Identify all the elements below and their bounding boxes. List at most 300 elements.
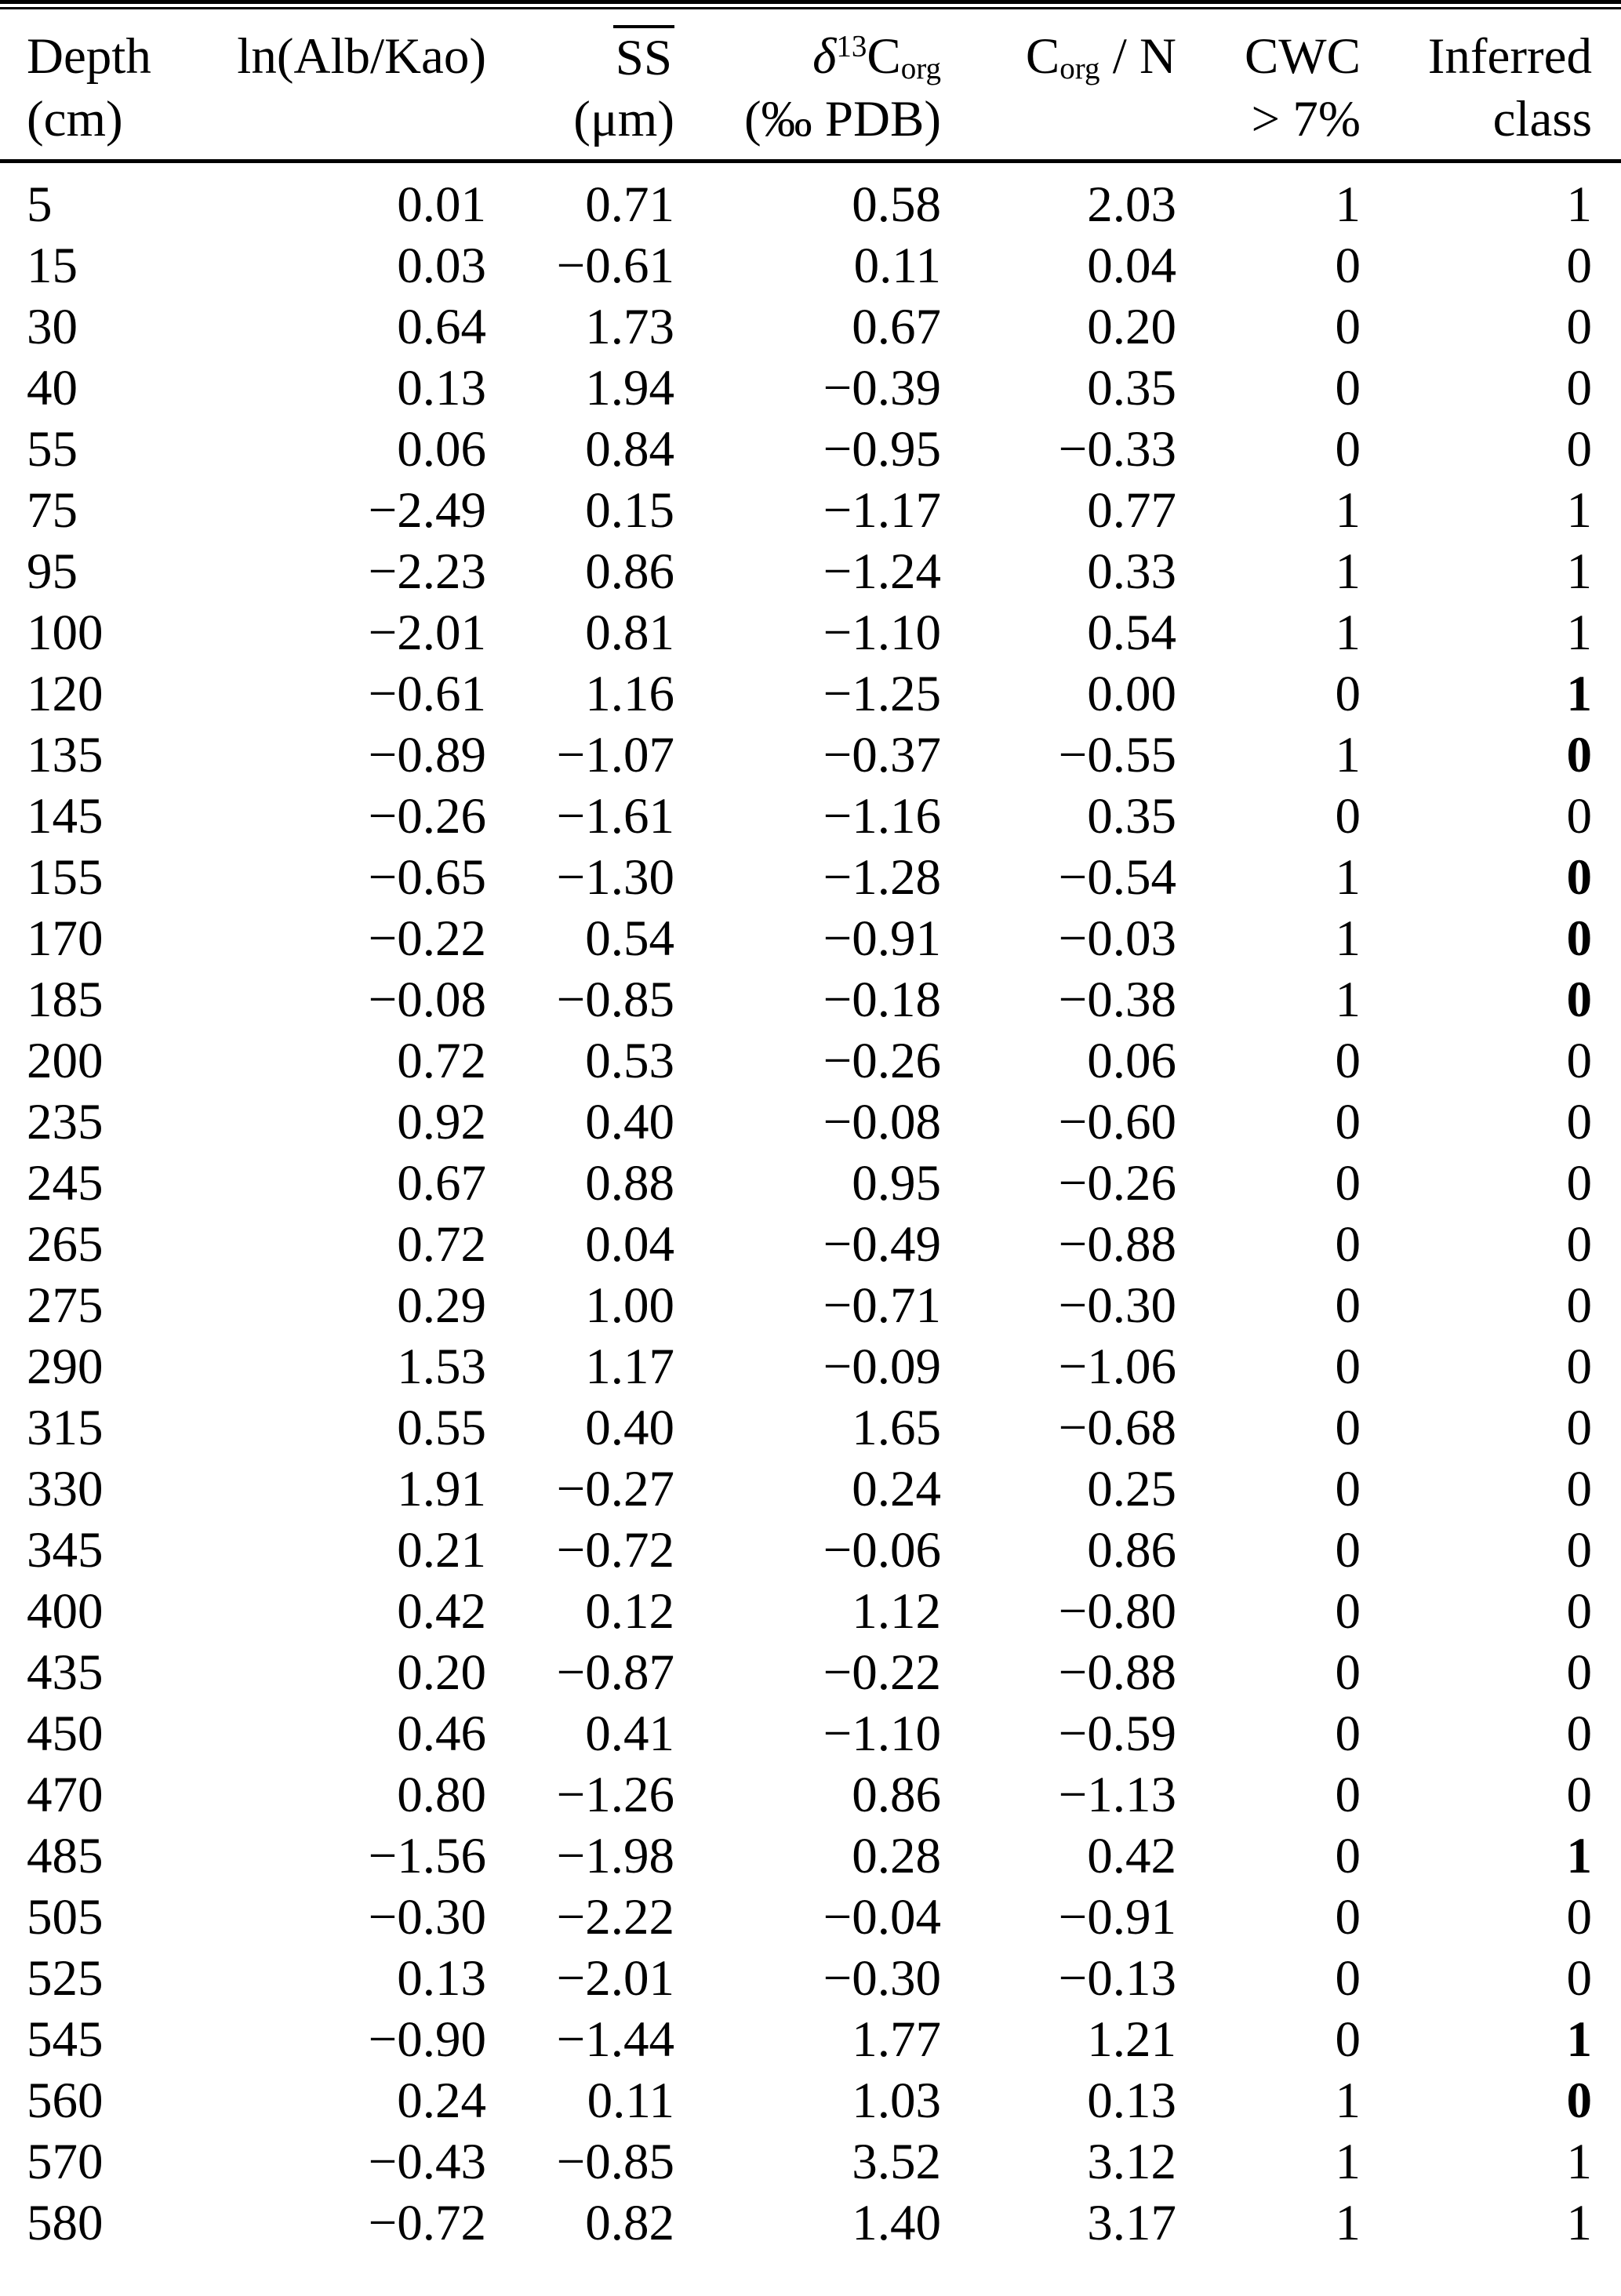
cell-cwc: 1	[1335, 482, 1361, 539]
cell-inferred: 1	[1566, 1828, 1592, 1884]
cell-ln-alb-kao: 0.92	[397, 1094, 486, 1150]
cell-corg-n: −1.06	[1058, 1339, 1176, 1395]
cell-d13corg: 0.95	[852, 1155, 941, 1212]
cell-inferred: 0	[1566, 1400, 1592, 1456]
cell-d13corg: −0.39	[823, 360, 941, 416]
cell-depth: 185	[27, 972, 104, 1028]
cell-inferred: 0	[1566, 1461, 1592, 1517]
cell-cwc: 1	[1335, 543, 1361, 600]
column-header-mean-ss	[486, 9, 674, 162]
cell-d13corg: 0.11	[853, 238, 941, 294]
table-row	[0, 663, 1621, 725]
cell-depth: 200	[27, 1033, 104, 1089]
corgn-base: C	[1025, 28, 1060, 85]
cell-d13corg: 0.28	[852, 1828, 941, 1884]
cell-ln-alb-kao: −0.89	[368, 727, 486, 783]
cell-depth: 170	[27, 910, 104, 967]
cell-depth: 75	[27, 482, 78, 539]
cell-corg-n: 0.06	[1087, 1033, 1176, 1089]
cell-d13corg: −0.91	[823, 910, 941, 967]
cell-depth: 155	[27, 849, 104, 906]
table-row	[0, 1948, 1621, 2009]
corgn-rest: / N	[1099, 28, 1176, 85]
cell-corg-n: 0.20	[1087, 299, 1176, 355]
cell-d13corg: 3.52	[852, 2134, 941, 2190]
cell-ln-alb-kao: −0.26	[368, 788, 486, 845]
cell-corg-n: −0.88	[1058, 1216, 1176, 1273]
cell-ss: 0.82	[585, 2195, 674, 2251]
d13c-subscript: org	[900, 52, 941, 86]
cell-ln-alb-kao: 0.24	[397, 2073, 486, 2129]
header-ln-line2	[157, 88, 486, 151]
cell-ln-alb-kao: −0.72	[368, 2195, 486, 2251]
cell-ss: −1.26	[556, 1767, 674, 1823]
cell-d13corg: −0.95	[823, 421, 941, 478]
cell-d13corg: −0.30	[823, 1950, 941, 2007]
cell-corg-n: 0.35	[1087, 788, 1176, 845]
cell-inferred: 0	[1566, 238, 1592, 294]
cell-depth: 525	[27, 1950, 104, 2007]
cell-ln-alb-kao: 0.29	[397, 1277, 486, 1334]
table-row	[0, 235, 1621, 296]
ss-overline: SS	[613, 25, 674, 85]
cell-inferred: 0	[1566, 421, 1592, 478]
cell-cwc: 0	[1335, 1767, 1361, 1823]
table-body	[0, 162, 1621, 2254]
cell-ss: 1.73	[585, 299, 674, 355]
cell-corg-n: 0.86	[1087, 1522, 1176, 1578]
table-row	[0, 1214, 1621, 1275]
cell-inferred: 0	[1566, 788, 1592, 845]
cell-corg-n: −0.54	[1058, 849, 1176, 906]
cell-cwc: 1	[1335, 849, 1361, 906]
cell-corg-n: −0.68	[1058, 1400, 1176, 1456]
cell-inferred: 0	[1566, 910, 1592, 967]
delta-symbol: δ	[812, 28, 837, 85]
header-inferred-line1: Inferred	[1427, 28, 1592, 85]
cell-cwc: 0	[1335, 1950, 1361, 2007]
cell-d13corg: 1.40	[852, 2195, 941, 2251]
cell-depth: 265	[27, 1216, 104, 1273]
cell-ss: −0.87	[556, 1644, 674, 1701]
header-ln-line1: ln(Alb/Kao)	[237, 28, 486, 85]
cell-ss: −1.61	[556, 788, 674, 845]
cell-ss: 0.11	[587, 2073, 674, 2129]
table-row	[0, 1642, 1621, 1703]
cell-corg-n: −0.30	[1058, 1277, 1176, 1334]
cell-ln-alb-kao: 0.42	[397, 1583, 486, 1640]
cell-ss: 0.84	[585, 421, 674, 478]
cell-inferred: 0	[1566, 727, 1592, 783]
cell-depth: 570	[27, 2134, 104, 2190]
cell-ln-alb-kao: −0.43	[368, 2134, 486, 2190]
cell-cwc: 1	[1335, 176, 1361, 233]
cell-depth: 135	[27, 727, 104, 783]
cell-depth: 580	[27, 2195, 104, 2251]
cell-corg-n: −0.03	[1058, 910, 1176, 967]
cell-d13corg: 1.77	[852, 2011, 941, 2068]
cell-corg-n: −0.59	[1058, 1706, 1176, 1762]
cell-ln-alb-kao: −0.22	[368, 910, 486, 967]
cell-cwc: 0	[1335, 1216, 1361, 1273]
corgn-subscript: org	[1059, 52, 1100, 86]
cell-inferred: 0	[1566, 849, 1592, 906]
header-d13c-line2: (‰ PDB)	[744, 91, 941, 147]
cell-ln-alb-kao: 0.06	[397, 421, 486, 478]
data-table	[0, 9, 1621, 2254]
cell-ss: 1.17	[585, 1339, 674, 1395]
cell-d13corg: −0.18	[823, 972, 941, 1028]
cell-cwc: 0	[1335, 1400, 1361, 1456]
cell-ss: 0.86	[585, 543, 674, 600]
cell-corg-n: −1.13	[1058, 1767, 1176, 1823]
table-row	[0, 2192, 1621, 2254]
cell-depth: 55	[27, 421, 78, 478]
column-header-depth	[0, 9, 157, 162]
cell-ln-alb-kao: −2.23	[368, 543, 486, 600]
header-cwc-line1: CWC	[1244, 28, 1361, 85]
cell-depth: 345	[27, 1522, 104, 1578]
table-row	[0, 1397, 1621, 1459]
cell-corg-n: −0.91	[1058, 1889, 1176, 1945]
cell-ss: 0.04	[585, 1216, 674, 1273]
cell-corg-n: −0.38	[1058, 972, 1176, 1028]
table-row	[0, 2070, 1621, 2131]
cell-depth: 120	[27, 666, 104, 722]
cell-inferred: 0	[1566, 1950, 1592, 2007]
header-cwc-line2: > 7%	[1251, 91, 1361, 147]
cell-cwc: 1	[1335, 2134, 1361, 2190]
table-row	[0, 162, 1621, 236]
column-header-d13corg	[674, 9, 941, 162]
cell-inferred: 0	[1566, 360, 1592, 416]
cell-ss: −1.44	[556, 2011, 674, 2068]
cell-d13corg: 1.65	[852, 1400, 941, 1456]
cell-depth: 560	[27, 2073, 104, 2129]
cell-ln-alb-kao: 1.53	[397, 1339, 486, 1395]
cell-cwc: 0	[1335, 788, 1361, 845]
cell-inferred: 0	[1566, 1767, 1592, 1823]
cell-d13corg: −0.09	[823, 1339, 941, 1395]
table-row	[0, 1520, 1621, 1581]
cell-inferred: 0	[1566, 2073, 1592, 2129]
table-row	[0, 419, 1621, 480]
cell-d13corg: −1.28	[823, 849, 941, 906]
cell-depth: 95	[27, 543, 78, 600]
table-row	[0, 1336, 1621, 1397]
cell-inferred: 0	[1566, 1216, 1592, 1273]
cell-ln-alb-kao: 0.13	[397, 1950, 486, 2007]
cell-ss: 0.40	[585, 1094, 674, 1150]
cell-corg-n: 0.54	[1087, 605, 1176, 661]
cell-ss: 1.94	[585, 360, 674, 416]
cell-depth: 235	[27, 1094, 104, 1150]
cell-ss: 0.71	[585, 176, 674, 233]
cell-depth: 145	[27, 788, 104, 845]
cell-inferred: 1	[1566, 2195, 1592, 2251]
cell-ss: −0.27	[556, 1461, 674, 1517]
cell-ss: −0.72	[556, 1522, 674, 1578]
cell-ss: −1.30	[556, 849, 674, 906]
top-rule	[0, 0, 1621, 9]
cell-inferred: 0	[1566, 1644, 1592, 1701]
cell-ss: −1.98	[556, 1828, 674, 1884]
cell-d13corg: −0.22	[823, 1644, 941, 1701]
cell-inferred: 0	[1566, 972, 1592, 1028]
table-row	[0, 969, 1621, 1030]
cell-depth: 100	[27, 605, 104, 661]
cell-ln-alb-kao: 0.13	[397, 360, 486, 416]
table-row	[0, 2131, 1621, 2192]
cell-ln-alb-kao: 1.91	[397, 1461, 486, 1517]
cell-ss: 0.40	[585, 1400, 674, 1456]
cell-ln-alb-kao: 0.01	[397, 176, 486, 233]
cell-cwc: 1	[1335, 605, 1361, 661]
cell-cwc: 1	[1335, 2073, 1361, 2129]
header-depth-line1: Depth	[27, 28, 151, 85]
header-row	[0, 9, 1621, 162]
cell-depth: 315	[27, 1400, 104, 1456]
header-corgn-line2	[941, 88, 1176, 151]
cell-inferred: 0	[1566, 1277, 1592, 1334]
cell-depth: 505	[27, 1889, 104, 1945]
cell-ss: 0.41	[585, 1706, 674, 1762]
cell-depth: 545	[27, 2011, 104, 2068]
cell-cwc: 0	[1335, 1155, 1361, 1212]
cell-cwc: 0	[1335, 1828, 1361, 1884]
cell-d13corg: 1.03	[852, 2073, 941, 2129]
table-row	[0, 786, 1621, 847]
cell-ln-alb-kao: −1.56	[368, 1828, 486, 1884]
cell-d13corg: −0.06	[823, 1522, 941, 1578]
cell-cwc: 0	[1335, 1583, 1361, 1640]
cell-ss: −0.85	[556, 972, 674, 1028]
cell-d13corg: 0.24	[852, 1461, 941, 1517]
table-row	[0, 1030, 1621, 1092]
cell-cwc: 0	[1335, 1339, 1361, 1395]
cell-d13corg: 0.58	[852, 176, 941, 233]
cell-d13corg: −0.71	[823, 1277, 941, 1334]
cell-cwc: 0	[1335, 1277, 1361, 1334]
cell-ln-alb-kao: 0.72	[397, 1216, 486, 1273]
cell-d13corg: −0.37	[823, 727, 941, 783]
cell-ss: 0.81	[585, 605, 674, 661]
column-header-inferred-class	[1361, 9, 1621, 162]
cell-corg-n: 0.00	[1087, 666, 1176, 722]
cell-d13corg: −1.10	[823, 605, 941, 661]
cell-ss: 1.16	[585, 666, 674, 722]
cell-depth: 40	[27, 360, 78, 416]
cell-inferred: 1	[1566, 176, 1592, 233]
cell-inferred: 1	[1566, 2134, 1592, 2190]
cell-ln-alb-kao: −0.65	[368, 849, 486, 906]
cell-ln-alb-kao: −0.61	[368, 666, 486, 722]
cell-inferred: 0	[1566, 1155, 1592, 1212]
cell-d13corg: −1.17	[823, 482, 941, 539]
cell-cwc: 0	[1335, 360, 1361, 416]
cell-ln-alb-kao: 0.46	[397, 1706, 486, 1762]
cell-ss: 0.54	[585, 910, 674, 967]
cell-ln-alb-kao: 0.80	[397, 1767, 486, 1823]
cell-d13corg: 1.12	[852, 1583, 941, 1640]
cell-depth: 5	[27, 176, 53, 233]
table-row	[0, 602, 1621, 663]
cell-depth: 485	[27, 1828, 104, 1884]
cell-d13corg: −0.04	[823, 1889, 941, 1945]
cell-cwc: 1	[1335, 2195, 1361, 2251]
cell-cwc: 0	[1335, 1094, 1361, 1150]
cell-ss: −2.01	[556, 1950, 674, 2007]
cell-corg-n: 0.35	[1087, 360, 1176, 416]
cell-cwc: 0	[1335, 1706, 1361, 1762]
cell-inferred: 0	[1566, 1583, 1592, 1640]
cell-depth: 290	[27, 1339, 104, 1395]
d13c-superscript: 13	[836, 29, 867, 64]
cell-inferred: 1	[1566, 605, 1592, 661]
column-header-ln-alb-kao	[157, 9, 486, 162]
table-row	[0, 1887, 1621, 1948]
cell-depth: 450	[27, 1706, 104, 1762]
cell-d13corg: −0.49	[823, 1216, 941, 1273]
table-row	[0, 847, 1621, 908]
cell-ss: 0.88	[585, 1155, 674, 1212]
bottom-spacer	[0, 2254, 1621, 2296]
cell-ss: −1.07	[556, 727, 674, 783]
cell-ln-alb-kao: −2.01	[368, 605, 486, 661]
cell-d13corg: 0.67	[852, 299, 941, 355]
cell-corg-n: −0.26	[1058, 1155, 1176, 1212]
cell-depth: 435	[27, 1644, 104, 1701]
cell-cwc: 0	[1335, 1522, 1361, 1578]
cell-ss: −2.22	[556, 1889, 674, 1945]
cell-inferred: 0	[1566, 1094, 1592, 1150]
cell-ln-alb-kao: 0.20	[397, 1644, 486, 1701]
cell-inferred: 0	[1566, 1339, 1592, 1395]
cell-depth: 470	[27, 1767, 104, 1823]
table-row	[0, 1275, 1621, 1336]
table-row	[0, 1153, 1621, 1214]
cell-ss: 0.12	[585, 1583, 674, 1640]
cell-ln-alb-kao: 0.67	[397, 1155, 486, 1212]
d13c-base: C	[867, 28, 901, 85]
cell-cwc: 1	[1335, 910, 1361, 967]
column-header-corg-n	[941, 9, 1176, 162]
cell-inferred: 1	[1566, 666, 1592, 722]
cell-ss: −0.61	[556, 238, 674, 294]
cell-depth: 15	[27, 238, 78, 294]
cell-ln-alb-kao: −0.30	[368, 1889, 486, 1945]
cell-ln-alb-kao: 0.03	[397, 238, 486, 294]
cell-cwc: 0	[1335, 238, 1361, 294]
cell-corg-n: 0.42	[1087, 1828, 1176, 1884]
cell-corg-n: 2.03	[1087, 176, 1176, 233]
cell-inferred: 0	[1566, 299, 1592, 355]
cell-ln-alb-kao: −0.90	[368, 2011, 486, 2068]
table-row	[0, 296, 1621, 358]
cell-cwc: 0	[1335, 1033, 1361, 1089]
column-header-cwc	[1176, 9, 1361, 162]
cell-d13corg: −1.10	[823, 1706, 941, 1762]
cell-ln-alb-kao: 0.21	[397, 1522, 486, 1578]
table-row	[0, 1703, 1621, 1764]
cell-cwc: 1	[1335, 972, 1361, 1028]
cell-depth: 275	[27, 1277, 104, 1334]
header-ss-line2: (μm)	[573, 91, 674, 147]
cell-cwc: 0	[1335, 666, 1361, 722]
cell-d13corg: −1.25	[823, 666, 941, 722]
cell-cwc: 0	[1335, 299, 1361, 355]
cell-cwc: 0	[1335, 421, 1361, 478]
header-inferred-line2: class	[1492, 91, 1592, 147]
cell-inferred: 1	[1566, 482, 1592, 539]
cell-ln-alb-kao: −2.49	[368, 482, 486, 539]
cell-corg-n: 1.21	[1087, 2011, 1176, 2068]
table-row	[0, 358, 1621, 419]
cell-corg-n: 3.17	[1087, 2195, 1176, 2251]
cell-corg-n: 0.25	[1087, 1461, 1176, 1517]
cell-corg-n: 0.04	[1087, 238, 1176, 294]
cell-ln-alb-kao: 0.72	[397, 1033, 486, 1089]
cell-depth: 245	[27, 1155, 104, 1212]
cell-ss: 1.00	[585, 1277, 674, 1334]
cell-cwc: 0	[1335, 2011, 1361, 2068]
cell-cwc: 0	[1335, 1644, 1361, 1701]
cell-d13corg: 0.86	[852, 1767, 941, 1823]
cell-corg-n: 0.77	[1087, 482, 1176, 539]
cell-ln-alb-kao: 0.64	[397, 299, 486, 355]
cell-d13corg: −0.26	[823, 1033, 941, 1089]
table-row	[0, 2009, 1621, 2070]
table-row	[0, 1092, 1621, 1153]
cell-ln-alb-kao: −0.08	[368, 972, 486, 1028]
table-row	[0, 908, 1621, 969]
cell-inferred: 0	[1566, 1889, 1592, 1945]
cell-corg-n: −0.80	[1058, 1583, 1176, 1640]
cell-corg-n: −0.60	[1058, 1094, 1176, 1150]
cell-d13corg: −1.16	[823, 788, 941, 845]
cell-cwc: 0	[1335, 1461, 1361, 1517]
cell-inferred: 0	[1566, 1033, 1592, 1089]
table-row	[0, 1459, 1621, 1520]
table-row	[0, 1764, 1621, 1826]
table-row	[0, 1581, 1621, 1642]
header-depth-line2: (cm)	[27, 91, 123, 147]
cell-inferred: 0	[1566, 1522, 1592, 1578]
cell-corg-n: −0.88	[1058, 1644, 1176, 1701]
cell-inferred: 1	[1566, 2011, 1592, 2068]
cell-depth: 30	[27, 299, 78, 355]
cell-ln-alb-kao: 0.55	[397, 1400, 486, 1456]
cell-corg-n: −0.55	[1058, 727, 1176, 783]
cell-inferred: 0	[1566, 1706, 1592, 1762]
cell-corg-n: 0.13	[1087, 2073, 1176, 2129]
cell-cwc: 1	[1335, 727, 1361, 783]
cell-ss: 0.53	[585, 1033, 674, 1089]
cell-cwc: 0	[1335, 1889, 1361, 1945]
cell-corg-n: 0.33	[1087, 543, 1176, 600]
cell-inferred: 1	[1566, 543, 1592, 600]
cell-d13corg: −1.24	[823, 543, 941, 600]
cell-d13corg: −0.08	[823, 1094, 941, 1150]
table-row	[0, 541, 1621, 602]
table-row	[0, 480, 1621, 541]
table-row	[0, 1826, 1621, 1887]
cell-ss: −0.85	[556, 2134, 674, 2190]
cell-depth: 330	[27, 1461, 104, 1517]
cell-corg-n: −0.33	[1058, 421, 1176, 478]
cell-ss: 0.15	[585, 482, 674, 539]
cell-depth: 400	[27, 1583, 104, 1640]
